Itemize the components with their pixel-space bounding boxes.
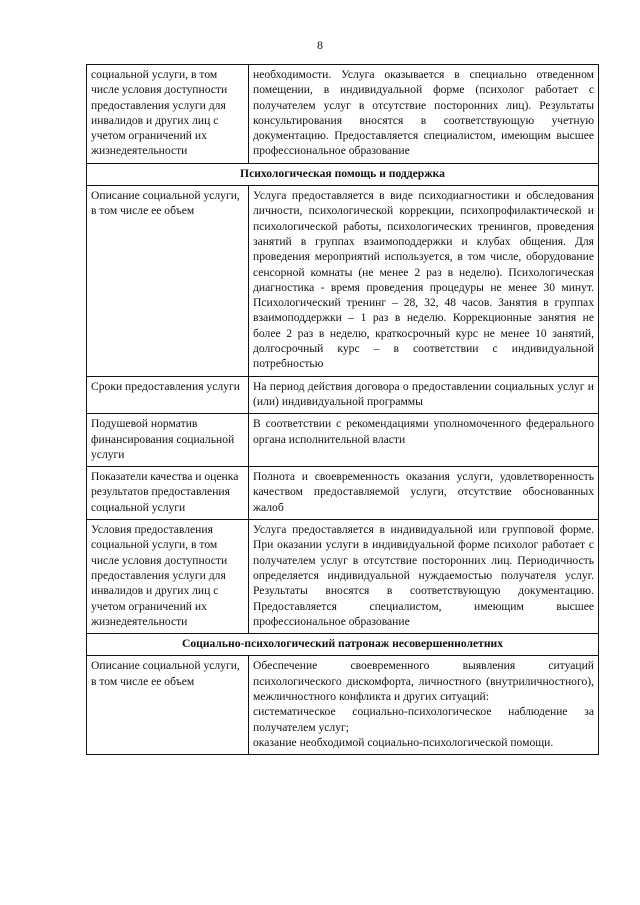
table-row [87, 467, 599, 520]
row-content: Полнота и своевременность оказания услуги, удовлетворенность качеством предоставляемой услуги, отсутствие обоснованных жалоб [249, 467, 599, 520]
row-label: Сроки предоставления услуги [87, 376, 249, 414]
row-content: Услуга предоставляется в индивидуальной или групповой форме. При оказании услуги в индивидуальной форме психолог работает с получателем услуг в отсутствие посторонних лиц. Периодичность определяется индивидуальной нуждаемостью получателя услуг. Результаты вносятся в соответствующую документацию. Предоставляется специалистом, имеющим высшее профессиональное образование [249, 520, 599, 634]
row-content: На период действия договора о предоставлении социальных услуг и (или) индивидуальной программы [249, 376, 599, 414]
section-title: Психологическая помощь и поддержка [87, 163, 599, 185]
row-label: Подушевой норматив финансирования социальной услуги [87, 414, 249, 467]
row-content: Услуга предоставляется в виде психодиагностики и обследования личности, психологической коррекции, психопрофилактической и психологической работы, психологических тренингов, проведения занятий в группах взаимоподдержки и клубах общения. Для проведения мероприятий используется, в том числе, оборудование сенсорной комнаты (не менее 2 раз в неделю). Психологическая диагностика - время проведения процедуры не менее 30 минут. Психологический тренинг – 28, 32, 48 часов. Занятия в группах взаимоподдержки – 1 раз в неделю. Коррекционные занятия не более 2 раз в неделю, краткосрочный курс не менее 10 занятий, долгосрочный курс – в соответствии с индивидуальной потребностью [249, 186, 599, 377]
table-row [87, 376, 599, 414]
table-row [87, 520, 599, 634]
content-line: систематическое социально-психологическое наблюдение за получателем услуг; [253, 705, 594, 734]
row-label: Описание социальной услуги, в том числе ее объем [87, 656, 249, 755]
page-number: 8 [317, 38, 323, 52]
content-line: Обеспечение своевременного выявления ситуаций психологического дискомфорта, личностного (внутриличностного), межличностного конфликта и других ситуаций: [253, 659, 594, 703]
services-table [86, 64, 599, 755]
table-row [87, 186, 599, 377]
section-title: Социально-психологический патронаж несовершеннолетних [87, 634, 599, 656]
row-label: Описание социальной услуги, в том числе ее объем [87, 186, 249, 377]
row-label: социальной услуги, в том числе условия доступности предоставления услуги для инвалидов и других лиц с учетом ограничений их жизнедеятельности [87, 65, 249, 164]
table-row [87, 656, 599, 755]
row-label: Условия предоставления социальной услуги, в том числе условия доступности предоставления услуги для инвалидов и других лиц с учетом ограничений их жизнедеятельности [87, 520, 249, 634]
content-line: оказание необходимой социально-психологической помощи. [253, 735, 554, 749]
row-content [249, 656, 599, 755]
row-content: необходимости. Услуга оказывается в специально отведенном помещении, в индивидуальной форме (психолог работает с получателем услуг в отсутствие посторонних лиц). Результаты консультирования вносятся в соответствующую учетную документацию. Предоставляется специалистом, имеющим высшее профессиональное образование [249, 65, 599, 164]
section-header-row [87, 634, 599, 656]
row-label: Показатели качества и оценка результатов предоставления социальной услуги [87, 467, 249, 520]
row-content: В соответствии с рекомендациями уполномоченного федерального органа исполнительной власти [249, 414, 599, 467]
table-row [87, 414, 599, 467]
section-header-row [87, 163, 599, 185]
table-row [87, 65, 599, 164]
